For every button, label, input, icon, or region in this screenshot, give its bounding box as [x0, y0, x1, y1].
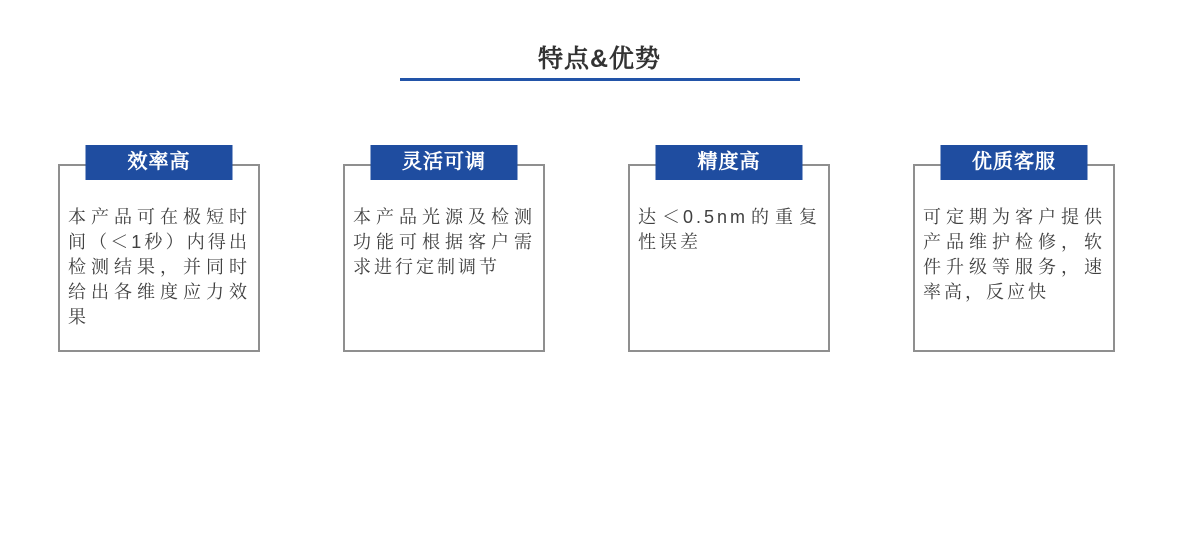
feature-card-badge: 效率高: [86, 145, 233, 180]
feature-card-description: 本产品可在极短时间（＜1秒）内得出检测结果，并同时给出各维度应力效果: [68, 207, 250, 327]
feature-card-badge: 灵活可调: [371, 145, 518, 180]
feature-card-efficiency: [58, 145, 260, 352]
feature-card-customer-service: [913, 145, 1115, 352]
feature-cards-row: [58, 145, 1115, 352]
section-header: [0, 44, 1199, 81]
feature-card-flexibility: [343, 145, 545, 352]
feature-card-precision: [628, 145, 830, 352]
feature-card-box: [58, 164, 260, 352]
feature-card-description: 达＜0.5nm的重复性误差: [638, 207, 820, 252]
feature-card-box: [343, 164, 545, 352]
feature-card-box: [628, 164, 830, 352]
feature-card-description: 可定期为客户提供产品维护检修，软件升级等服务，速率高，反应快: [923, 207, 1105, 302]
feature-card-box: [913, 164, 1115, 352]
feature-card-badge: 优质客服: [941, 145, 1088, 180]
title-underline-decoration: [400, 78, 800, 81]
section-title: 特点&优势: [537, 45, 662, 73]
feature-card-description: 本产品光源及检测功能可根据客户需求进行定制调节: [353, 207, 535, 277]
feature-card-badge: 精度高: [656, 145, 803, 180]
